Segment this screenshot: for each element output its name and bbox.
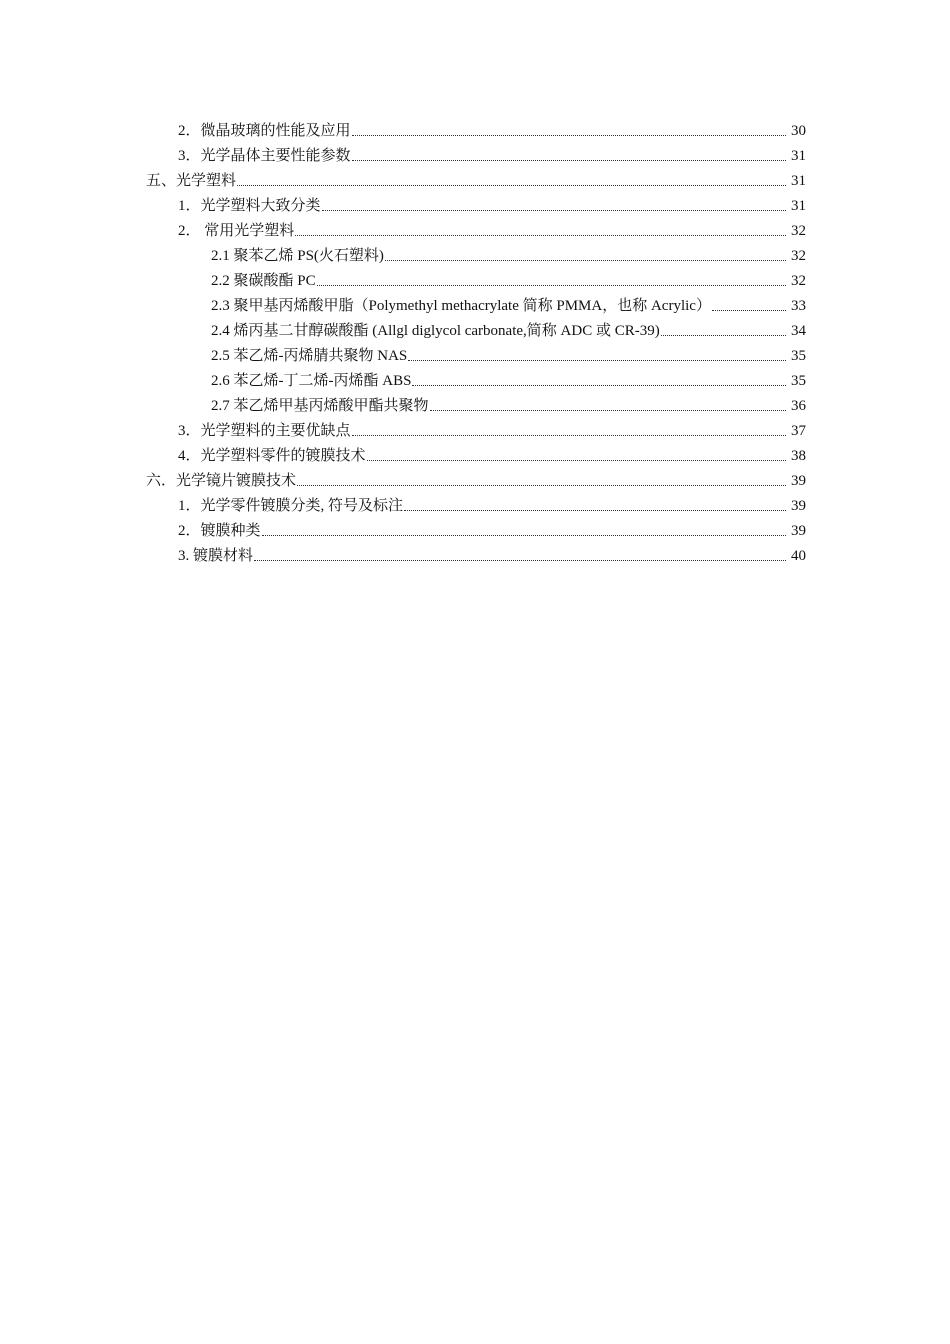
toc-entry[interactable] — [178, 540, 806, 565]
dot-leader — [412, 385, 786, 386]
toc-entry[interactable] — [211, 315, 806, 340]
dot-leader — [254, 560, 786, 561]
toc-entry-page: 31 — [791, 148, 806, 164]
dot-leader — [661, 335, 786, 336]
dot-leader — [352, 135, 786, 136]
toc-entry-title: 六．光学镜片镀膜技术 — [146, 473, 297, 489]
toc-entry-title: 2．镀膜种类 — [178, 523, 261, 539]
toc-entry-page: 32 — [791, 223, 806, 239]
toc-entry-page: 39 — [791, 498, 806, 514]
toc-entry-page: 31 — [791, 173, 806, 189]
toc-entry[interactable] — [178, 415, 806, 440]
toc-entry[interactable] — [178, 215, 806, 240]
dot-leader — [352, 435, 786, 436]
toc-entry-title: 3. 镀膜材料 — [178, 548, 254, 564]
toc-entry[interactable] — [146, 465, 806, 490]
dot-leader — [295, 235, 786, 236]
toc-entry[interactable] — [211, 240, 806, 265]
toc-entry[interactable] — [211, 340, 806, 365]
dot-leader — [430, 410, 786, 411]
toc-entry[interactable] — [178, 115, 806, 140]
dot-leader — [317, 285, 786, 286]
toc-entry[interactable] — [211, 265, 806, 290]
toc-entry[interactable] — [178, 440, 806, 465]
toc-entry-page: 40 — [791, 548, 806, 564]
toc-entry[interactable] — [178, 515, 806, 540]
dot-leader — [367, 460, 786, 461]
dot-leader — [352, 160, 786, 161]
toc-entry-title: 五、光学塑料 — [146, 173, 237, 189]
dot-leader — [297, 485, 786, 486]
dot-leader — [385, 260, 786, 261]
toc-entry-title: 1．光学塑料大致分类 — [178, 198, 321, 214]
dot-leader — [408, 360, 786, 361]
toc-entry-page: 35 — [791, 373, 806, 389]
dot-leader — [322, 210, 786, 211]
toc-entry-page: 30 — [791, 123, 806, 139]
dot-leader — [712, 310, 786, 311]
toc-entry[interactable] — [211, 390, 806, 415]
toc-entry-title: 2.4 烯丙基二甘醇碳酸酯 (Allgl diglycol carbonate,简称 ADC 或 CR-39) — [211, 323, 660, 339]
toc-entry-title: 2.5 苯乙烯-丙烯腈共聚物 NAS — [211, 348, 408, 364]
toc-entry-title: 2.6 苯乙烯-丁二烯-丙烯酯 ABS — [211, 373, 412, 389]
toc-entry-title: 2.2 聚碳酸酯 PC — [211, 273, 316, 289]
toc-entry-page: 34 — [791, 323, 806, 339]
toc-entry[interactable] — [146, 165, 806, 190]
toc-entry-title: 2．微晶玻璃的性能及应用 — [178, 123, 351, 139]
toc-entry-page: 37 — [791, 423, 806, 439]
toc-entry-page: 39 — [791, 473, 806, 489]
toc-entry-page: 31 — [791, 198, 806, 214]
toc-entry-title: 3．光学晶体主要性能参数 — [178, 148, 351, 164]
toc-entry-title: 2.1 聚苯乙烯 PS(火石塑料) — [211, 248, 384, 264]
toc-entry-page: 33 — [791, 298, 806, 314]
toc-entry[interactable] — [211, 290, 806, 315]
toc-entry-title: 2.7 苯乙烯甲基丙烯酸甲酯共聚物 — [211, 398, 429, 414]
toc-entry-page: 32 — [791, 248, 806, 264]
toc-entry-title: 2． 常用光学塑料 — [178, 223, 295, 239]
dot-leader — [404, 510, 786, 511]
toc-entry-title: 3．光学塑料的主要优缺点 — [178, 423, 351, 439]
dot-leader — [262, 535, 786, 536]
toc-entry-page: 39 — [791, 523, 806, 539]
toc-entry-page: 38 — [791, 448, 806, 464]
toc-entry-title: 1．光学零件镀膜分类, 符号及标注 — [178, 498, 404, 514]
toc-entry-page: 32 — [791, 273, 806, 289]
toc-entry-page: 36 — [791, 398, 806, 414]
toc-entry-title: 2.3 聚甲基丙烯酸甲脂（Polymethyl methacrylate 简称 PMMA，也称 Acrylic） — [211, 298, 711, 314]
dot-leader — [237, 185, 786, 186]
toc-entry[interactable] — [178, 190, 806, 215]
toc-entry-title: 4．光学塑料零件的镀膜技术 — [178, 448, 366, 464]
toc-entry[interactable] — [178, 140, 806, 165]
toc-entry[interactable] — [211, 365, 806, 390]
toc-entry[interactable] — [178, 490, 806, 515]
toc-entry-page: 35 — [791, 348, 806, 364]
